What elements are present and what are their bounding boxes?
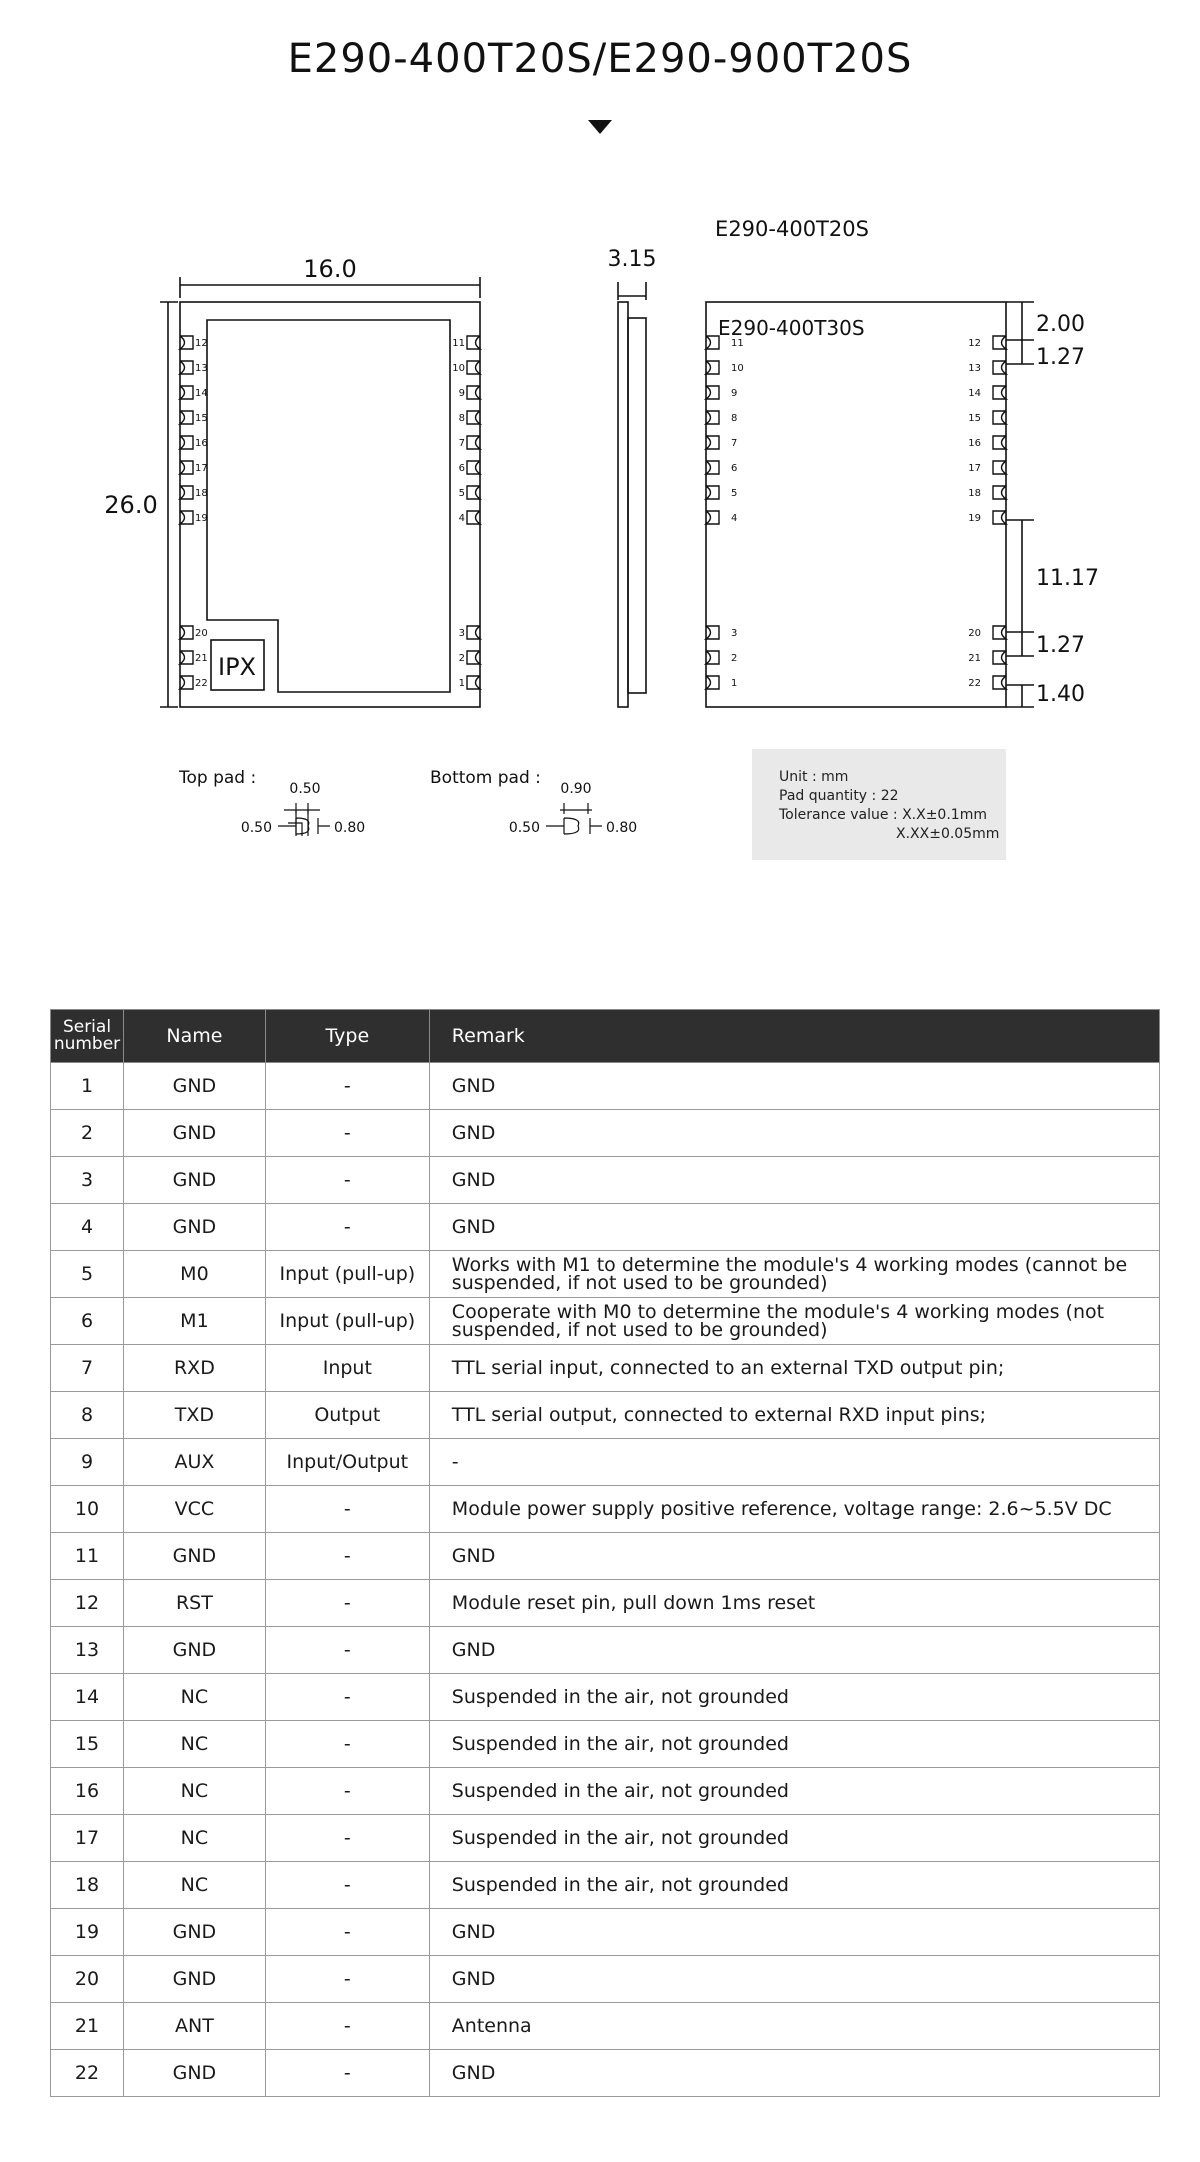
side-view-board xyxy=(618,302,628,707)
pad-number: 6 xyxy=(731,463,738,474)
pin-remark: GND xyxy=(429,1956,1159,2003)
header-remark: Remark xyxy=(429,1010,1159,1063)
pin-name: GND xyxy=(123,1157,265,1204)
pad-right xyxy=(993,486,1006,499)
pad-number: 9 xyxy=(458,388,465,399)
pin-remark: GND xyxy=(429,1063,1159,1110)
pad-number: 4 xyxy=(458,513,465,524)
pad-number: 12 xyxy=(195,338,208,349)
pin-remark: Module reset pin, pull down 1ms reset xyxy=(429,1580,1159,1627)
pad-number: 18 xyxy=(968,488,981,499)
pin-remark: GND xyxy=(429,1204,1159,1251)
bottom-view-outline xyxy=(706,302,1006,707)
pin-type: - xyxy=(265,1909,429,1956)
unit-text: Unit : mm xyxy=(779,769,849,785)
pad-left xyxy=(180,411,193,424)
pin-type: - xyxy=(265,1862,429,1909)
pin-type: - xyxy=(265,1110,429,1157)
pad-right xyxy=(467,511,480,524)
pad-right xyxy=(467,411,480,424)
pin-type: Input (pull-up) xyxy=(265,1298,429,1345)
bottom-view-inner-label: E290-400T30S xyxy=(718,316,865,340)
pin-remark: TTL serial input, connected to an external TXD output pin; xyxy=(429,1345,1159,1392)
pad-number: 16 xyxy=(968,438,981,449)
pad-right xyxy=(993,651,1006,664)
ipx-label: IPX xyxy=(218,653,256,681)
pad-number: 21 xyxy=(968,653,981,664)
pad-right xyxy=(467,651,480,664)
pin-remark: - xyxy=(429,1439,1159,1486)
bottom-pad-width: 0.90 xyxy=(560,781,592,797)
top-view-outline xyxy=(180,302,480,707)
pin-remark: Suspended in the air, not grounded xyxy=(429,1721,1159,1768)
pad-number: 9 xyxy=(731,388,738,399)
pin-number: 15 xyxy=(51,1721,124,1768)
dim-1-40: 1.40 xyxy=(1036,682,1085,707)
pin-number: 3 xyxy=(51,1157,124,1204)
pin-number: 22 xyxy=(51,2050,124,2097)
pad-number: 15 xyxy=(968,413,981,424)
top-pad-label: Top pad : xyxy=(179,768,257,788)
table-row xyxy=(51,1909,1160,1956)
pin-name: GND xyxy=(123,1110,265,1157)
table-row xyxy=(51,2050,1160,2097)
table-row xyxy=(51,1345,1160,1392)
tolerance-text: Tolerance value : X.X±0.1mm xyxy=(779,807,987,823)
pin-number: 8 xyxy=(51,1392,124,1439)
pin-number: 19 xyxy=(51,1909,124,1956)
pin-name: RXD xyxy=(123,1345,265,1392)
pad-right xyxy=(993,626,1006,639)
dim-1-27-top: 1.27 xyxy=(1036,345,1085,370)
pad-number: 17 xyxy=(968,463,981,474)
pad-left xyxy=(180,511,193,524)
pad-left xyxy=(180,486,193,499)
pin-number: 20 xyxy=(51,1956,124,2003)
pad-left xyxy=(706,676,719,689)
bottom-pad-left: 0.50 xyxy=(508,820,540,836)
pad-number: 2 xyxy=(731,653,738,664)
pin-number: 14 xyxy=(51,1674,124,1721)
top-pad-left: 0.50 xyxy=(240,820,272,836)
side-view-shield xyxy=(628,318,646,693)
pin-name: VCC xyxy=(123,1486,265,1533)
table-row xyxy=(51,1862,1160,1909)
pin-name: RST xyxy=(123,1580,265,1627)
pin-type: - xyxy=(265,1486,429,1533)
table-row xyxy=(51,1204,1160,1251)
pad-number: 19 xyxy=(195,513,208,524)
top-pad-right: 0.80 xyxy=(334,820,366,836)
pin-name: GND xyxy=(123,1909,265,1956)
pin-number: 7 xyxy=(51,1345,124,1392)
bottom-view-title: E290-400T20S xyxy=(715,217,869,241)
pad-number: 13 xyxy=(195,363,208,374)
table-row xyxy=(51,1533,1160,1580)
pin-definition-table xyxy=(50,1009,1160,2097)
pin-number: 1 xyxy=(51,1063,124,1110)
pin-remark: Suspended in the air, not grounded xyxy=(429,1862,1159,1909)
pad-number: 16 xyxy=(195,438,208,449)
pin-remark: GND xyxy=(429,1157,1159,1204)
pad-number: 12 xyxy=(968,338,981,349)
pad-number: 8 xyxy=(731,413,738,424)
pad-left xyxy=(706,626,719,639)
pad-number: 18 xyxy=(195,488,208,499)
pad-number: 22 xyxy=(968,678,981,689)
pin-number: 13 xyxy=(51,1627,124,1674)
pad-number: 7 xyxy=(458,438,465,449)
table-row xyxy=(51,1674,1160,1721)
dim-1-27-bottom: 1.27 xyxy=(1036,633,1085,658)
header-type: Type xyxy=(265,1010,429,1063)
pad-left xyxy=(706,461,719,474)
pad-number: 21 xyxy=(195,653,208,664)
pad-right xyxy=(993,411,1006,424)
pad-right xyxy=(467,436,480,449)
pin-type: - xyxy=(265,1580,429,1627)
pad-quantity-text: Pad quantity : 22 xyxy=(779,788,899,804)
pad-number: 3 xyxy=(458,628,465,639)
pin-number: 16 xyxy=(51,1768,124,1815)
pad-left xyxy=(706,651,719,664)
pin-type: - xyxy=(265,1533,429,1580)
pad-right xyxy=(993,336,1006,349)
table-row xyxy=(51,1110,1160,1157)
pin-type: - xyxy=(265,1956,429,2003)
table-row xyxy=(51,1815,1160,1862)
pin-name: GND xyxy=(123,2050,265,2097)
pad-left xyxy=(706,511,719,524)
pin-name: GND xyxy=(123,1956,265,2003)
pad-number: 5 xyxy=(458,488,465,499)
pin-number: 9 xyxy=(51,1439,124,1486)
pin-number: 2 xyxy=(51,1110,124,1157)
pin-type: - xyxy=(265,1204,429,1251)
pad-left xyxy=(180,651,193,664)
pad-right xyxy=(993,436,1006,449)
pad-number: 10 xyxy=(452,363,465,374)
pin-number: 12 xyxy=(51,1580,124,1627)
pin-type: Output xyxy=(265,1392,429,1439)
pad-left xyxy=(180,461,193,474)
pad-left xyxy=(706,386,719,399)
pin-name: NC xyxy=(123,1815,265,1862)
pin-number: 18 xyxy=(51,1862,124,1909)
pad-number: 20 xyxy=(968,628,981,639)
dim-2-00: 2.00 xyxy=(1036,312,1085,337)
pad-number: 19 xyxy=(968,513,981,524)
pad-left xyxy=(706,361,719,374)
pin-number: 21 xyxy=(51,2003,124,2050)
pin-type: Input xyxy=(265,1345,429,1392)
top-view-shield xyxy=(207,320,450,692)
pin-name: GND xyxy=(123,1533,265,1580)
pad-number: 13 xyxy=(968,363,981,374)
pad-number: 1 xyxy=(731,678,738,689)
pin-type: - xyxy=(265,1721,429,1768)
top-width-dim: 16.0 xyxy=(303,255,357,283)
pin-remark: GND xyxy=(429,1627,1159,1674)
table-row xyxy=(51,1627,1160,1674)
table-row xyxy=(51,1486,1160,1533)
pad-number: 15 xyxy=(195,413,208,424)
bottom-pad-label: Bottom pad : xyxy=(430,768,541,788)
header-name: Name xyxy=(123,1010,265,1063)
table-row xyxy=(51,1721,1160,1768)
pin-name: M0 xyxy=(123,1251,265,1298)
pin-number: 6 xyxy=(51,1298,124,1345)
pad-left xyxy=(706,436,719,449)
pin-name: M1 xyxy=(123,1298,265,1345)
pad-number: 11 xyxy=(731,338,744,349)
module-dimension-drawing xyxy=(0,0,1200,900)
pad-right xyxy=(467,486,480,499)
table-row xyxy=(51,1956,1160,2003)
pin-type: - xyxy=(265,2050,429,2097)
tolerance-text-2: X.XX±0.05mm xyxy=(896,826,1000,842)
pin-type: - xyxy=(265,1768,429,1815)
pad-right xyxy=(993,386,1006,399)
pad-right xyxy=(993,361,1006,374)
pad-number: 10 xyxy=(731,363,744,374)
pin-remark: GND xyxy=(429,1909,1159,1956)
pin-name: NC xyxy=(123,1862,265,1909)
pad-number: 11 xyxy=(452,338,465,349)
pad-number: 14 xyxy=(195,388,208,399)
pin-number: 4 xyxy=(51,1204,124,1251)
unit-info-box xyxy=(752,749,1006,860)
pin-name: GND xyxy=(123,1063,265,1110)
pin-remark: Suspended in the air, not grounded xyxy=(429,1674,1159,1721)
pin-number: 10 xyxy=(51,1486,124,1533)
pad-left xyxy=(180,626,193,639)
pin-number: 17 xyxy=(51,1815,124,1862)
pad-number: 8 xyxy=(458,413,465,424)
pin-remark: GND xyxy=(429,2050,1159,2097)
pad-right xyxy=(467,461,480,474)
pad-right xyxy=(993,511,1006,524)
pad-right xyxy=(467,336,480,349)
pad-left xyxy=(706,486,719,499)
pin-name: NC xyxy=(123,1721,265,1768)
pad-number: 14 xyxy=(968,388,981,399)
pad-number: 1 xyxy=(458,678,465,689)
pad-number: 17 xyxy=(195,463,208,474)
pad-left xyxy=(706,411,719,424)
pin-name: GND xyxy=(123,1204,265,1251)
dim-11-17: 11.17 xyxy=(1036,566,1099,591)
pad-right xyxy=(467,386,480,399)
pin-name: AUX xyxy=(123,1439,265,1486)
pad-number: 22 xyxy=(195,678,208,689)
pad-left xyxy=(180,676,193,689)
pad-left xyxy=(180,436,193,449)
height-dim: 26.0 xyxy=(104,491,158,519)
pad-right xyxy=(467,361,480,374)
pin-remark: Suspended in the air, not grounded xyxy=(429,1768,1159,1815)
table-row xyxy=(51,1157,1160,1204)
pad-right xyxy=(993,676,1006,689)
pad-left xyxy=(180,361,193,374)
pad-left xyxy=(180,386,193,399)
pin-number: 11 xyxy=(51,1533,124,1580)
table-row xyxy=(51,1768,1160,1815)
table-row xyxy=(51,1439,1160,1486)
pin-remark: Module power supply positive reference, voltage range: 2.6~5.5V DC xyxy=(429,1486,1159,1533)
page-title: E290-400T20S/E290-900T20S xyxy=(287,36,913,82)
pin-type: - xyxy=(265,1063,429,1110)
table-row xyxy=(51,1298,1160,1345)
pin-number: 5 xyxy=(51,1251,124,1298)
pin-remark: Works with M1 to determine the module's 4 working modes (cannot be suspended, if not used to be grounded) xyxy=(429,1251,1159,1298)
pad-number: 3 xyxy=(731,628,738,639)
pad-right xyxy=(467,676,480,689)
pin-name: ANT xyxy=(123,2003,265,2050)
bottom-pad-right: 0.80 xyxy=(606,820,638,836)
pin-name: GND xyxy=(123,1627,265,1674)
pad-number: 4 xyxy=(731,513,738,524)
pad-number: 20 xyxy=(195,628,208,639)
table-header-row xyxy=(51,1010,1160,1063)
pin-name: NC xyxy=(123,1674,265,1721)
pad-number: 6 xyxy=(458,463,465,474)
table-row xyxy=(51,1251,1160,1298)
pin-remark: Antenna xyxy=(429,2003,1159,2050)
table-row xyxy=(51,1580,1160,1627)
table-row xyxy=(51,2003,1160,2050)
pin-type: Input (pull-up) xyxy=(265,1251,429,1298)
pin-remark: Cooperate with M0 to determine the module's 4 working modes (not suspended, if not used to be grounded) xyxy=(429,1298,1159,1345)
pin-type: - xyxy=(265,1627,429,1674)
thickness-dim: 3.15 xyxy=(607,247,657,272)
pin-type: - xyxy=(265,1815,429,1862)
pad-right xyxy=(467,626,480,639)
table-row xyxy=(51,1392,1160,1439)
header-serial-number: Serial number xyxy=(51,1010,124,1063)
pin-remark: TTL serial output, connected to external RXD input pins; xyxy=(429,1392,1159,1439)
pad-number: 2 xyxy=(458,653,465,664)
pin-remark: GND xyxy=(429,1110,1159,1157)
pin-type: Input/Output xyxy=(265,1439,429,1486)
pin-name: NC xyxy=(123,1768,265,1815)
pad-right xyxy=(993,461,1006,474)
pin-type: - xyxy=(265,2003,429,2050)
pin-remark: GND xyxy=(429,1533,1159,1580)
pin-type: - xyxy=(265,1157,429,1204)
pin-remark: Suspended in the air, not grounded xyxy=(429,1815,1159,1862)
pin-type: - xyxy=(265,1674,429,1721)
pin-name: TXD xyxy=(123,1392,265,1439)
pad-left xyxy=(180,336,193,349)
pad-number: 7 xyxy=(731,438,738,449)
table-row xyxy=(51,1063,1160,1110)
pad-number: 5 xyxy=(731,488,738,499)
top-pad-width: 0.50 xyxy=(289,781,321,797)
